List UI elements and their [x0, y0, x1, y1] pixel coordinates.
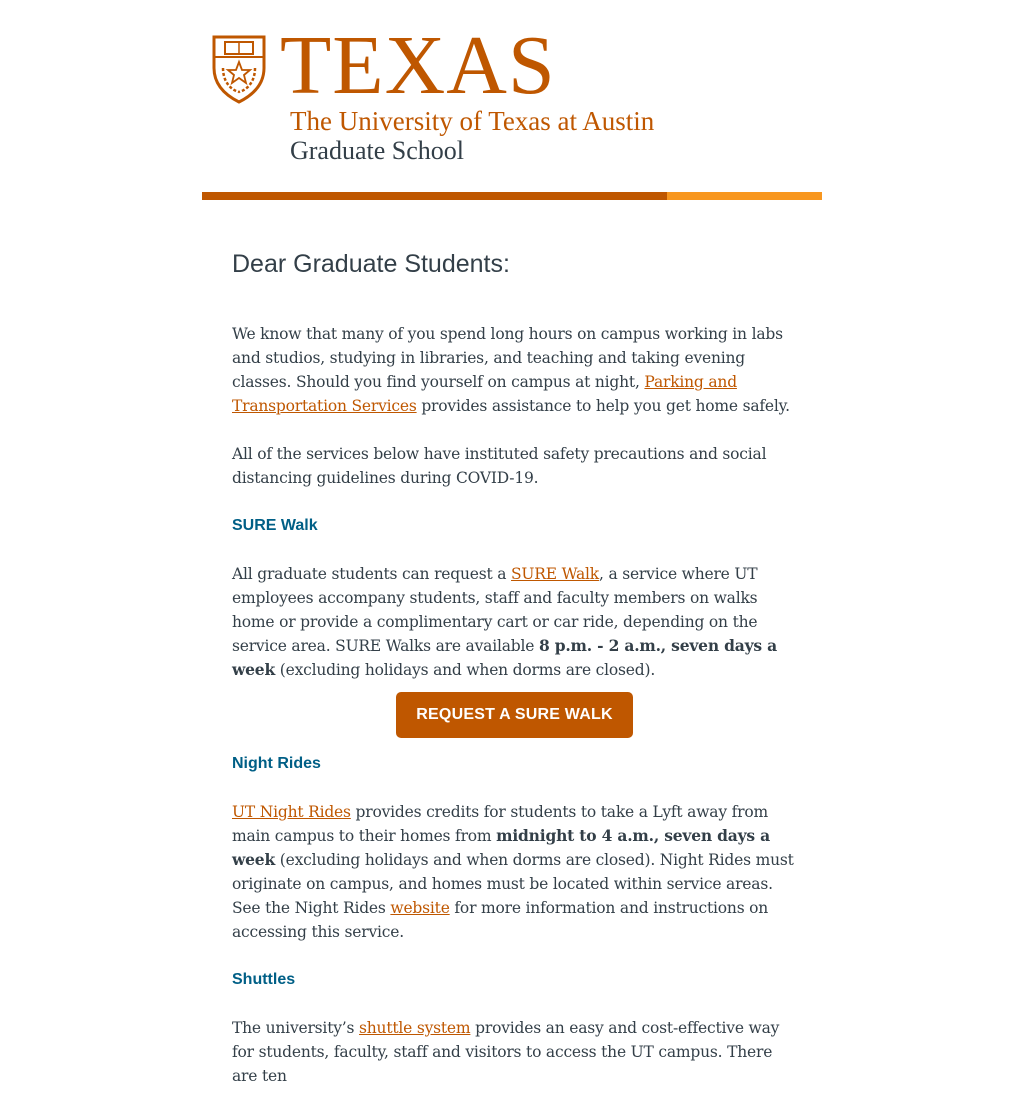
text: for more information and instructions on accessing this service.	[232, 899, 769, 941]
shuttle-system-link[interactable]: shuttle system	[359, 1019, 471, 1037]
header-divider	[202, 192, 822, 200]
shuttles-paragraph	[232, 1016, 797, 1088]
text: (excluding holidays and when dorms are closed). Night Rides must originate on campus, and homes must be located within service areas. See the Night Rides	[232, 851, 794, 917]
text: , a service where UT employees accompany students, staff and faculty members on walks home or provide a complimentary cart or car ride, depending on the service area. SURE Walks are available	[232, 565, 758, 655]
text: provides credits for students to take a Lyft away from main campus to their homes from	[232, 803, 768, 845]
text: (excluding holidays and when dorms are closed).	[275, 661, 656, 679]
ut-logo	[202, 0, 822, 190]
sure-walk-paragraph	[232, 562, 797, 682]
text: The university’s	[232, 1019, 359, 1037]
university-name: The University of Texas at Austin	[290, 106, 655, 136]
night-rides-heading: Night Rides	[232, 755, 321, 772]
logo-wordmark: TEXAS	[280, 19, 556, 112]
covid-paragraph: All of the services below have instituted safety precautions and social distancing guidelines during COVID-19.	[232, 445, 767, 487]
request-sure-walk-button[interactable]: REQUEST A SURE WALK	[396, 692, 632, 738]
school-name: Graduate School	[290, 136, 465, 165]
night-rides-website-link[interactable]: website	[390, 899, 450, 917]
text: provides assistance to help you get home safely.	[416, 397, 790, 415]
email-header	[202, 0, 822, 190]
text: All graduate students can request a	[232, 565, 512, 583]
shuttles-heading: Shuttles	[232, 971, 296, 988]
text: provides an easy and cost-effective way for students, faculty, staff and visitors to access the UT campus. There are ten	[232, 1019, 780, 1085]
hours: 8 p.m. - 2 a.m., seven days a week	[232, 636, 777, 679]
ut-night-rides-link[interactable]: UT Night Rides	[232, 803, 351, 821]
text: We know that many of you spend long hours on campus working in labs and studios, studying in libraries, and teaching and taking evening classes. Should you find yourself on campus at night,	[232, 325, 783, 391]
intro-paragraph	[232, 322, 797, 418]
greeting: Dear Graduate Students:	[232, 250, 510, 278]
hours: midnight to 4 a.m., seven days a week	[232, 826, 770, 869]
night-rides-paragraph	[232, 800, 797, 944]
sure-walk-link[interactable]: SURE Walk	[511, 565, 599, 583]
sure-walk-heading: SURE Walk	[232, 517, 318, 534]
parking-transportation-link[interactable]: Parking and Transportation Services	[232, 373, 737, 415]
email-body	[232, 248, 797, 1112]
ut-shield-icon	[211, 34, 267, 104]
